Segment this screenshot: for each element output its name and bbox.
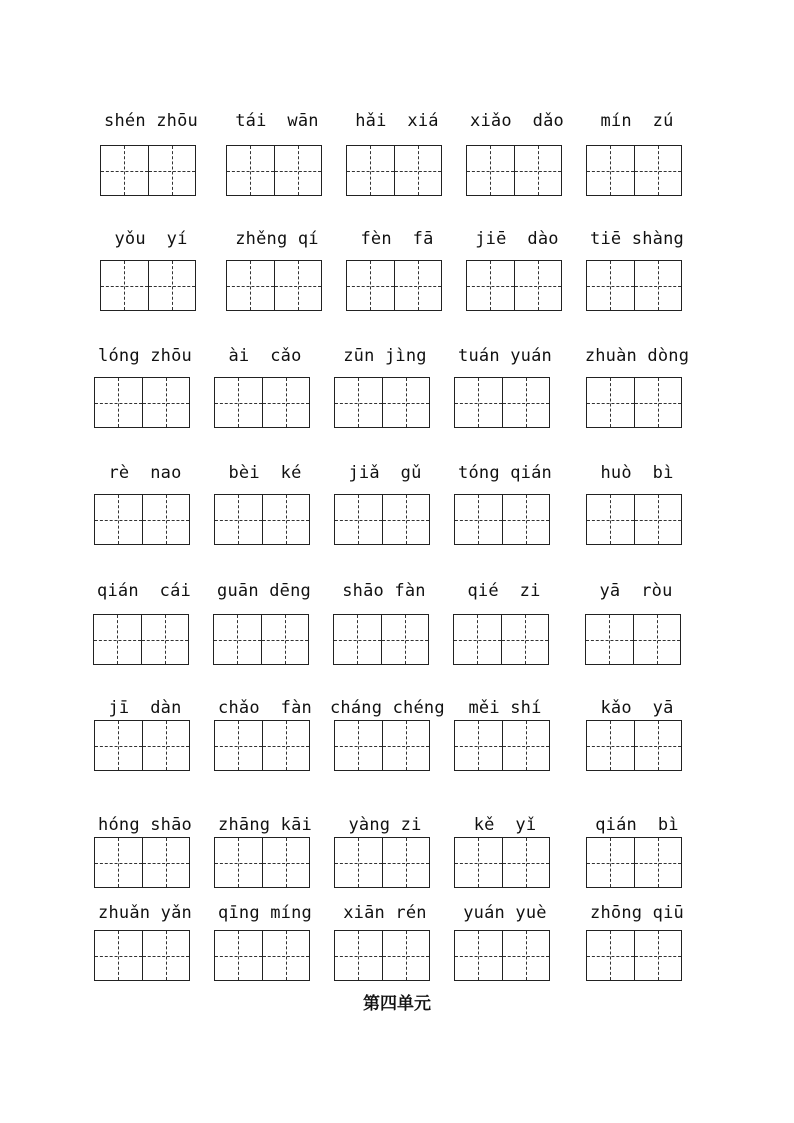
writing-grid[interactable] xyxy=(334,837,430,888)
tianzige-cell[interactable] xyxy=(587,378,634,427)
tianzige-cell[interactable] xyxy=(502,495,550,544)
tianzige-cell[interactable] xyxy=(262,378,310,427)
writing-grid[interactable] xyxy=(214,930,310,981)
pinyin-label: tuán yuán xyxy=(458,346,552,366)
tianzige-cell[interactable] xyxy=(142,838,190,887)
tianzige-cell[interactable] xyxy=(467,146,514,195)
tianzige-cell[interactable] xyxy=(101,146,148,195)
writing-grid[interactable] xyxy=(454,494,550,545)
pinyin-label: guān dēng xyxy=(217,581,311,601)
tianzige-cell[interactable] xyxy=(142,495,190,544)
pinyin-label: jiē dào xyxy=(475,229,559,249)
writing-grid[interactable] xyxy=(94,377,190,428)
writing-grid[interactable] xyxy=(226,145,322,196)
writing-grid[interactable] xyxy=(226,260,322,311)
tianzige-cell[interactable] xyxy=(587,838,634,887)
writing-grid[interactable] xyxy=(94,930,190,981)
pinyin-label: kě yǐ xyxy=(473,815,537,835)
tianzige-cell[interactable] xyxy=(274,146,322,195)
writing-grid[interactable] xyxy=(585,614,681,665)
pinyin-label: kǎo yā xyxy=(600,698,674,718)
tianzige-cell[interactable] xyxy=(214,615,261,664)
tianzige-cell[interactable] xyxy=(215,838,262,887)
tianzige-cell[interactable] xyxy=(455,378,502,427)
writing-grid[interactable] xyxy=(466,145,562,196)
tianzige-cell[interactable] xyxy=(148,146,196,195)
tianzige-cell[interactable] xyxy=(94,615,141,664)
pinyin-label: xiǎo dǎo xyxy=(470,111,564,131)
tianzige-cell[interactable] xyxy=(335,721,382,770)
pinyin-label: hóng shāo xyxy=(98,815,192,835)
pinyin-label: tiē shàng xyxy=(590,229,684,249)
tianzige-cell[interactable] xyxy=(142,721,190,770)
tianzige-cell[interactable] xyxy=(95,495,142,544)
writing-grid[interactable] xyxy=(454,377,550,428)
tianzige-cell[interactable] xyxy=(215,378,262,427)
tianzige-cell[interactable] xyxy=(587,146,634,195)
tianzige-cell[interactable] xyxy=(335,378,382,427)
writing-grid[interactable] xyxy=(214,720,310,771)
tianzige-cell[interactable] xyxy=(95,838,142,887)
pinyin-label: yàng zi xyxy=(348,815,422,835)
tianzige-cell[interactable] xyxy=(634,931,682,980)
tianzige-cell[interactable] xyxy=(634,146,682,195)
tianzige-cell[interactable] xyxy=(274,261,322,310)
tianzige-cell[interactable] xyxy=(215,931,262,980)
tianzige-cell[interactable] xyxy=(262,931,310,980)
pinyin-label: zūn jìng xyxy=(343,346,427,366)
tianzige-cell[interactable] xyxy=(455,931,502,980)
writing-grid[interactable] xyxy=(454,930,550,981)
tianzige-cell[interactable] xyxy=(514,261,562,310)
tianzige-cell[interactable] xyxy=(262,838,310,887)
writing-grid[interactable] xyxy=(334,930,430,981)
tianzige-cell[interactable] xyxy=(394,146,442,195)
tianzige-cell[interactable] xyxy=(335,931,382,980)
tianzige-cell[interactable] xyxy=(587,931,634,980)
tianzige-cell[interactable] xyxy=(455,721,502,770)
tianzige-cell[interactable] xyxy=(95,721,142,770)
tianzige-cell[interactable] xyxy=(261,615,309,664)
tianzige-cell[interactable] xyxy=(148,261,196,310)
pinyin-label: zhuǎn yǎn xyxy=(98,903,192,923)
writing-grid[interactable] xyxy=(333,614,429,665)
writing-grid[interactable] xyxy=(94,720,190,771)
pinyin-label: zhāng kāi xyxy=(218,815,312,835)
writing-grid[interactable] xyxy=(94,837,190,888)
pinyin-label: tóng qián xyxy=(458,463,552,483)
pinyin-label: zhěng qí xyxy=(235,229,319,249)
tianzige-cell[interactable] xyxy=(467,261,514,310)
tianzige-cell[interactable] xyxy=(501,615,549,664)
pinyin-label: měi shí xyxy=(468,698,542,718)
pinyin-label: yuán yuè xyxy=(463,903,547,923)
tianzige-cell[interactable] xyxy=(142,931,190,980)
writing-grid[interactable] xyxy=(334,720,430,771)
tianzige-cell[interactable] xyxy=(634,838,682,887)
tianzige-cell[interactable] xyxy=(334,615,381,664)
tianzige-cell[interactable] xyxy=(454,615,501,664)
pinyin-label: ài cǎo xyxy=(228,346,302,366)
writing-grid[interactable] xyxy=(453,614,549,665)
tianzige-cell[interactable] xyxy=(382,931,430,980)
tianzige-cell[interactable] xyxy=(382,838,430,887)
tianzige-cell[interactable] xyxy=(347,261,394,310)
writing-grid[interactable] xyxy=(213,614,309,665)
writing-grid[interactable] xyxy=(586,837,682,888)
tianzige-cell[interactable] xyxy=(335,838,382,887)
writing-grid[interactable] xyxy=(334,494,430,545)
pinyin-label: mín zú xyxy=(600,111,674,131)
pinyin-label: qián bì xyxy=(595,815,679,835)
tianzige-cell[interactable] xyxy=(95,378,142,427)
tianzige-cell[interactable] xyxy=(633,615,681,664)
writing-grid[interactable] xyxy=(214,837,310,888)
writing-grid[interactable] xyxy=(586,145,682,196)
tianzige-cell[interactable] xyxy=(347,146,394,195)
pinyin-label: yǒu yí xyxy=(114,229,188,249)
pinyin-label: zhōng qiū xyxy=(590,903,684,923)
tianzige-cell[interactable] xyxy=(455,838,502,887)
tianzige-cell[interactable] xyxy=(141,615,189,664)
writing-grid[interactable] xyxy=(93,614,189,665)
tianzige-cell[interactable] xyxy=(382,721,430,770)
writing-grid[interactable] xyxy=(214,377,310,428)
pinyin-label: lóng zhōu xyxy=(98,346,192,366)
tianzige-cell[interactable] xyxy=(382,495,430,544)
tianzige-cell[interactable] xyxy=(587,721,634,770)
writing-grid[interactable] xyxy=(346,260,442,311)
pinyin-label: qié zi xyxy=(467,581,541,601)
pinyin-label: rè nao xyxy=(108,463,182,483)
tianzige-cell[interactable] xyxy=(634,378,682,427)
unit-title: 第四单元 xyxy=(363,994,431,1014)
pinyin-label: chǎo fàn xyxy=(218,698,312,718)
tianzige-cell[interactable] xyxy=(215,721,262,770)
tianzige-cell[interactable] xyxy=(227,261,274,310)
writing-grid[interactable] xyxy=(586,720,682,771)
pinyin-label: xiān rén xyxy=(343,903,427,923)
tianzige-cell[interactable] xyxy=(502,838,550,887)
tianzige-cell[interactable] xyxy=(227,146,274,195)
tianzige-cell[interactable] xyxy=(514,146,562,195)
pinyin-label: qián cái xyxy=(97,581,191,601)
writing-grid[interactable] xyxy=(100,260,196,311)
tianzige-cell[interactable] xyxy=(502,378,550,427)
writing-grid[interactable] xyxy=(454,720,550,771)
tianzige-cell[interactable] xyxy=(262,721,310,770)
writing-grid[interactable] xyxy=(346,145,442,196)
pinyin-label: bèi ké xyxy=(228,463,302,483)
writing-grid[interactable] xyxy=(586,260,682,311)
writing-grid[interactable] xyxy=(586,377,682,428)
pinyin-label: cháng chéng xyxy=(330,698,445,718)
pinyin-label: zhuàn dòng xyxy=(584,346,690,366)
tianzige-cell[interactable] xyxy=(381,615,429,664)
writing-grid[interactable] xyxy=(586,494,682,545)
tianzige-cell[interactable] xyxy=(502,721,550,770)
pinyin-label: huò bì xyxy=(600,463,674,483)
tianzige-cell[interactable] xyxy=(634,261,682,310)
writing-grid[interactable] xyxy=(334,377,430,428)
pinyin-label: qīng míng xyxy=(218,903,312,923)
writing-grid[interactable] xyxy=(214,494,310,545)
writing-grid[interactable] xyxy=(94,494,190,545)
tianzige-cell[interactable] xyxy=(502,931,550,980)
writing-grid[interactable] xyxy=(100,145,196,196)
pinyin-label: shāo fàn xyxy=(342,581,426,601)
tianzige-cell[interactable] xyxy=(215,495,262,544)
pinyin-label: jiǎ gǔ xyxy=(348,463,422,483)
tianzige-cell[interactable] xyxy=(382,378,430,427)
writing-grid[interactable] xyxy=(466,260,562,311)
pinyin-label: yā ròu xyxy=(599,581,673,601)
tianzige-cell[interactable] xyxy=(634,495,682,544)
writing-grid[interactable] xyxy=(454,837,550,888)
tianzige-cell[interactable] xyxy=(101,261,148,310)
pinyin-label: tái wān xyxy=(235,111,319,131)
tianzige-cell[interactable] xyxy=(455,495,502,544)
writing-grid[interactable] xyxy=(586,930,682,981)
tianzige-cell[interactable] xyxy=(262,495,310,544)
pinyin-label: fèn fā xyxy=(360,229,434,249)
tianzige-cell[interactable] xyxy=(587,261,634,310)
tianzige-cell[interactable] xyxy=(586,615,633,664)
tianzige-cell[interactable] xyxy=(95,931,142,980)
pinyin-label: shén zhōu xyxy=(104,111,198,131)
tianzige-cell[interactable] xyxy=(335,495,382,544)
tianzige-cell[interactable] xyxy=(142,378,190,427)
tianzige-cell[interactable] xyxy=(587,495,634,544)
pinyin-label: jī dàn xyxy=(108,698,182,718)
pinyin-label: hǎi xiá xyxy=(355,111,439,131)
tianzige-cell[interactable] xyxy=(394,261,442,310)
tianzige-cell[interactable] xyxy=(634,721,682,770)
